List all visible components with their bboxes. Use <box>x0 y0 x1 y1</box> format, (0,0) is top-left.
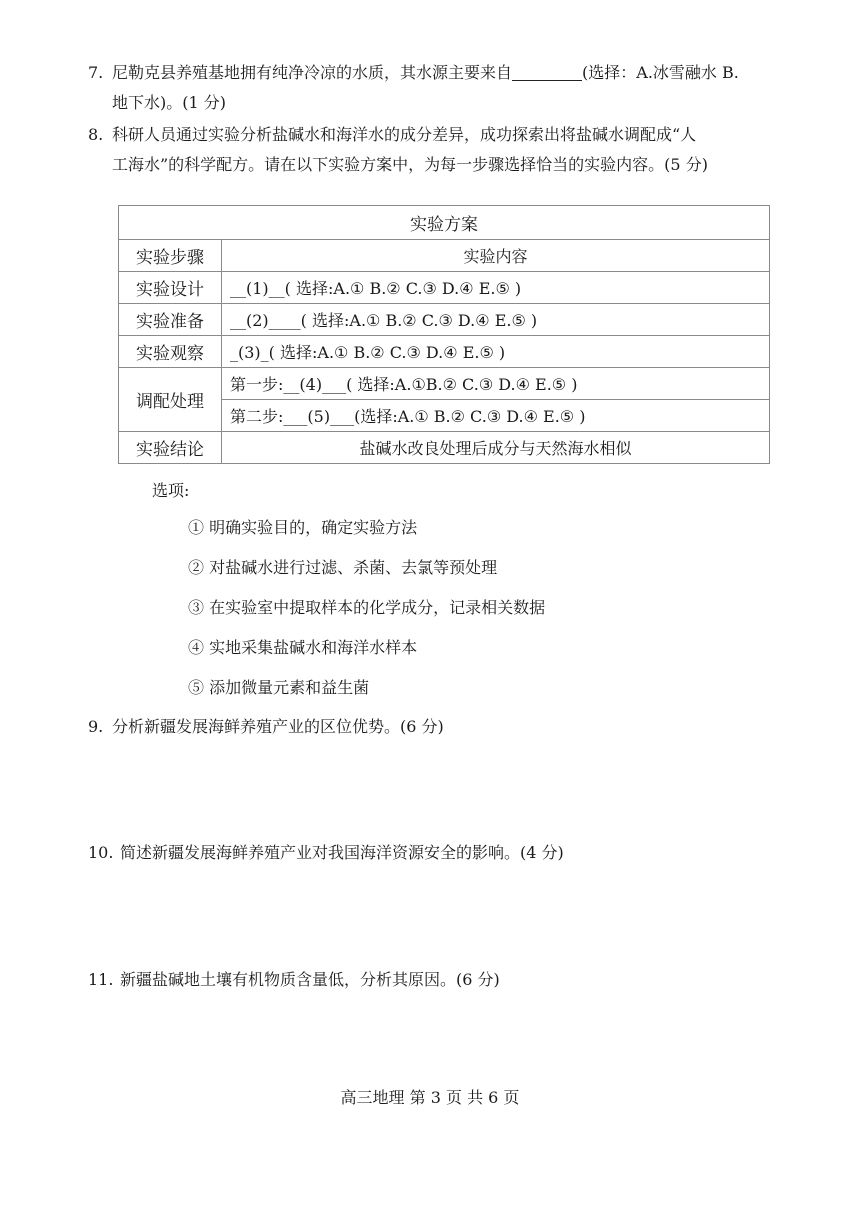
content-cell[interactable] <box>222 336 770 368</box>
options-label: 选项: <box>152 481 190 500</box>
column-header-content: 实验内容 <box>222 240 770 272</box>
question-8 <box>88 120 778 180</box>
question-number: 9. <box>88 717 104 736</box>
column-header-step: 实验步骤 <box>119 240 222 272</box>
question-text: 简述新疆发展海鲜养殖产业对我国海洋资源安全的影响。(4 分) <box>120 843 564 862</box>
question-7 <box>88 58 778 118</box>
question-number: 11. <box>88 970 114 989</box>
option-item: ① 明确实验目的，确定实验方法 <box>188 518 418 537</box>
question-text: 尼勒克县养殖基地拥有纯净冷凉的水质，其水源主要来自 <box>112 63 513 82</box>
step-prefix: 第一步: <box>230 375 284 394</box>
step-cell: 实验观察 <box>119 336 222 368</box>
option-item: ⑤ 添加微量元素和益生菌 <box>188 678 370 697</box>
table-row <box>119 272 770 304</box>
page-footer: 高三地理 第 3 页 共 6 页 <box>340 1088 520 1107</box>
content-cell[interactable] <box>222 400 770 432</box>
question-text: 分析新疆发展海鲜养殖产业的区位优势。(6 分) <box>112 717 444 736</box>
question-text: 科研人员通过实验分析盐碱水和海洋水的成分差异，成功探索出将盐碱水调配成“人 <box>112 125 697 144</box>
choices-text: ( 选择:A.①B.② C.③ D.④ E.⑤ ) <box>346 375 578 394</box>
answer-blank[interactable]: ___(5)___ <box>283 407 355 426</box>
answer-blank[interactable]: _(3)_ <box>230 343 269 362</box>
choices-text: ( 选择:A.① B.② C.③ D.④ E.⑤ ) <box>300 311 538 330</box>
choices-text: ( 选择:A.① B.② C.③ D.④ E.⑤ ) <box>268 343 506 362</box>
question-9 <box>88 712 778 742</box>
step-prefix: 第二步: <box>230 407 284 426</box>
option-item: ② 对盐碱水进行过滤、杀菌、去氯等预处理 <box>188 558 498 577</box>
table-row <box>119 368 770 400</box>
answer-blank[interactable]: __(1)__ <box>230 279 285 298</box>
option-item: ④ 实地采集盐碱水和海洋水样本 <box>188 638 418 657</box>
question-text-line2: 工海水”的科学配方。请在以下实验方案中，为每一步骤选择恰当的实验内容。(5 分) <box>112 155 708 174</box>
step-cell: 实验结论 <box>119 432 222 464</box>
choices-text: (选择:A.① B.② C.③ D.④ E.⑤ ) <box>354 407 586 426</box>
table-row <box>119 432 770 464</box>
question-number: 8. <box>88 125 104 144</box>
table-title: 实验方案 <box>119 206 770 240</box>
question-number: 7. <box>88 63 104 82</box>
question-text: 新疆盐碱地土壤有机物质含量低，分析其原因。(6 分) <box>120 970 500 989</box>
answer-blank[interactable]: __(4)___ <box>283 375 347 394</box>
experiment-plan-table <box>118 205 770 464</box>
question-text-line2: 地下水)。(1 分) <box>112 93 226 112</box>
table-row <box>119 336 770 368</box>
content-cell[interactable] <box>222 272 770 304</box>
answer-blank[interactable]: __(2)____ <box>230 311 301 330</box>
question-text-cont: (选择：A.冰雪融水 B. <box>582 63 739 82</box>
question-number: 10. <box>88 843 114 862</box>
content-cell[interactable] <box>222 304 770 336</box>
content-cell[interactable] <box>222 368 770 400</box>
question-11 <box>88 965 778 995</box>
step-cell: 实验设计 <box>119 272 222 304</box>
step-cell: 实验准备 <box>119 304 222 336</box>
option-item: ③ 在实验室中提取样本的化学成分，记录相关数据 <box>188 598 546 617</box>
conclusion-cell: 盐碱水改良处理后成分与天然海水相似 <box>222 432 770 464</box>
step-cell-mix: 调配处理 <box>119 368 222 432</box>
answer-blank[interactable] <box>512 60 582 81</box>
table-row <box>119 304 770 336</box>
question-10 <box>88 838 778 868</box>
choices-text: ( 选择:A.① B.② C.③ D.④ E.⑤ ) <box>284 279 522 298</box>
